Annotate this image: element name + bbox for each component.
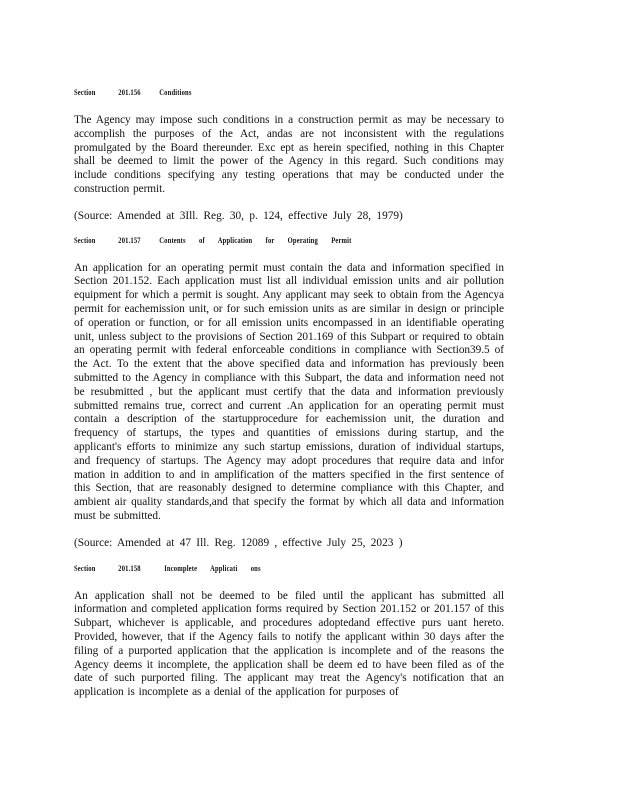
section-label: Section — [74, 88, 96, 97]
section-body: An application for an operating permit must contain the data and information specified in Section 201.152. Each application must list all individual emission units and air pollution equipment for which a permit is sought. Any applicant may seek to obtain from the Agencya permit for eachemission unit, or for such emission units as are similar in design or principle of operation or function, or for all emission units encompassed in an identifiable operating unit, unless subject to the provisions of Section 201.169 of this Subpart or required to obtain an operating permit with federal enforceable conditions in compliance with Section39.5 of the Act. To the extent that the above specified data and information has previously been submitted to the Agency in compliance with this Subpart, the data and information need not be resubmitted , but the applicant must certify that the data and information previously submitted remains true, correct and current .An application for an operating permit must contain a description of the startupprocedure for eachemission unit, the duration and frequency of startups, the types and quantities of emissions during startup, and the applicant's efforts to minimize any such startup emissions, duration of individual startups, and frequency of startups. The Agency may adopt procedures that require data and infor mation in addition to and in amplification of the matters specified in the first sentence of this Section, that are reasonably designed to determine compliance with this Chapter, and ambient air quality standards,and that specify the format by which all data and information must be submitted. — [74, 261, 504, 522]
section-heading — [74, 88, 427, 98]
section-title: Conditions — [159, 88, 192, 97]
section-number: 201.158 — [118, 563, 141, 573]
section-label: Section — [74, 235, 96, 245]
section-body: An application shall not be deemed to be filed until the applicant has submitted all information and completed application forms required by Section 201.152 or 201.157 of this Subpart, whichever is applicable, and procedures adoptedand effective purs uant hereto. Provided, however, that if the Agency fails to notify the applicant within 30 days after the filing of a purported application that the application is incomplete and of the reasons the Agency deems it incomplete, the application shall be deem ed to have been filed as of the date of such purported filing. The applicant may treat the Agency's notification that an application is incomplete as a denial of the application for purposes of — [74, 589, 504, 699]
page-content — [74, 88, 504, 700]
section-title: Contents of Application for Operating Permit — [159, 235, 352, 245]
section-title: Incomplete Applicati ons — [164, 563, 261, 573]
source-note: (Source: Amended at 47 Ill. Reg. 12089 , effective July 25, 2023 ) — [74, 536, 403, 549]
source-note: (Source: Amended at 3Ill. Reg. 30, p. 124, effective July 28, 1979) — [74, 209, 403, 222]
section-number: 201.156 — [118, 88, 141, 97]
section-heading — [74, 236, 427, 246]
section-label: Section — [74, 563, 96, 573]
section-body: The Agency may impose such conditions in a construction permit as may be necessary to accomplish the purposes of the Act, andas are not inconsistent with the regulations promulgated by the Board thereunder. Exc ept as herein specified, nothing in this Chapter shall be deemed to limit the power of the Agency in this regard. Such conditions may include conditions specifying any testing operations that may be conducted under the construction permit. — [74, 114, 504, 195]
section-heading — [74, 564, 427, 574]
section-number: 201.157 — [118, 235, 141, 245]
